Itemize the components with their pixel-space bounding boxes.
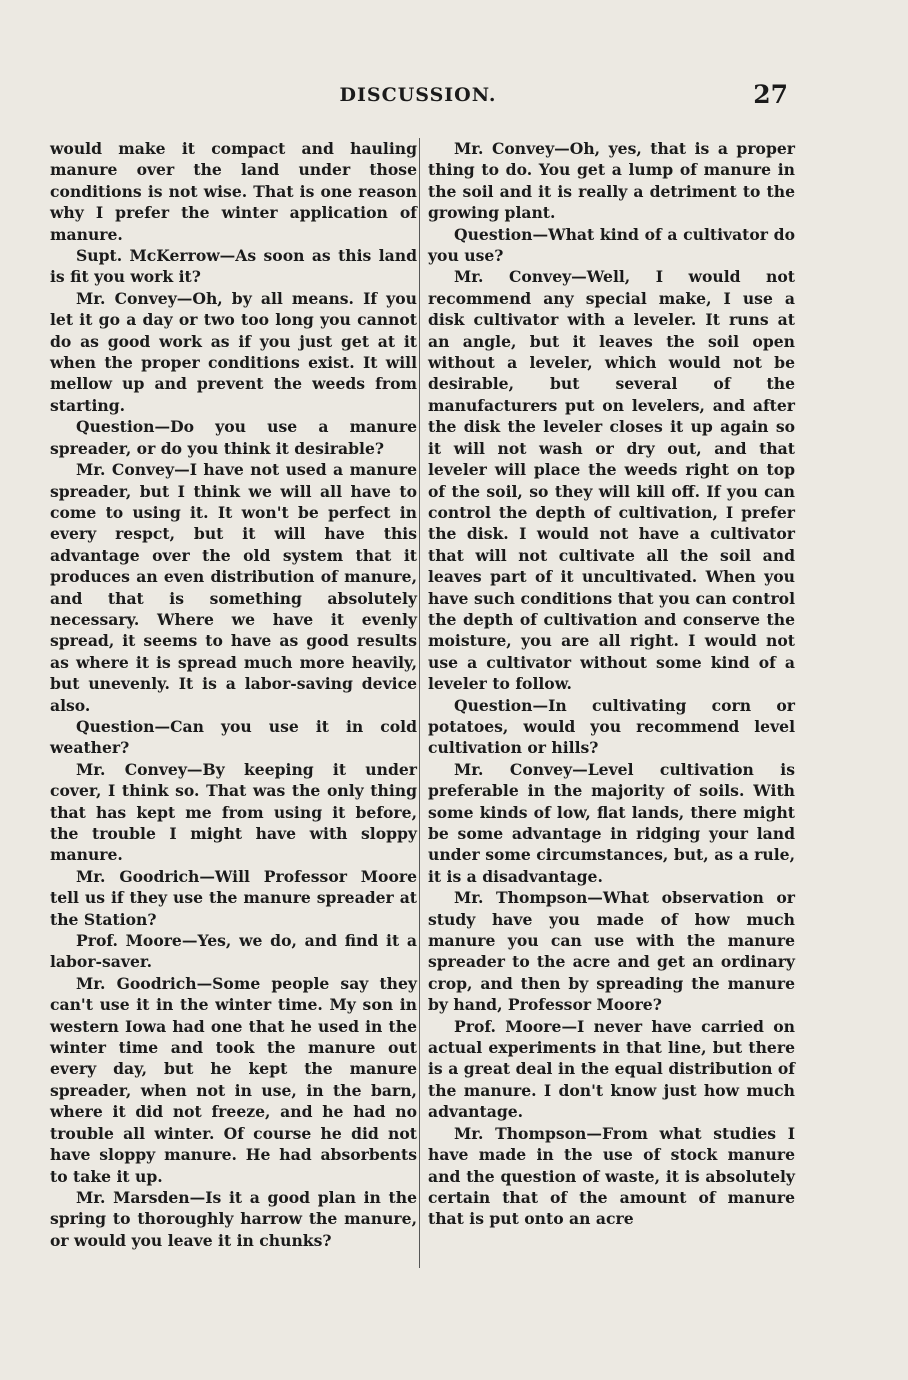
paragraph: Mr. Thompson—From what studies I have made in the use of stock manure and the question of waste, it is absolutely certain that of the amount of manure that is put onto an acre bbox=[428, 1123, 795, 1229]
paragraph: Prof. Moore—Yes, we do, and find it a labor-saver. bbox=[50, 931, 417, 972]
paragraph: Mr. Convey—Level cultivation is preferable in the majority of soils. With some kinds of low, flat lands, there might be some advantage in ridging your land under some circumstances, but, as a rule, it is a disadvantage. bbox=[428, 759, 795, 886]
paragraph: Mr. Goodrich—Will Professor Moore tell us if they use the manure spreader at the Station? bbox=[50, 866, 417, 929]
page-header bbox=[48, 80, 788, 110]
paragraph: Prof. Moore—I never have carried on actual experiments in that line, but there is a great deal in the equal distribution of the manure. I don't know just how much advantage. bbox=[428, 1016, 795, 1122]
paragraph: Mr. Convey—Oh, yes, that is a proper thing to do. You get a lump of manure in the soil and it is really a detriment to the growing plant. bbox=[428, 139, 795, 223]
column-divider bbox=[419, 138, 420, 1268]
paragraph: Question—In cultivating corn or potatoes, would you recommend level cultivation or hills? bbox=[428, 695, 795, 758]
paragraph: Mr. Marsden—Is it a good plan in the spring to thoroughly harrow the manure, or would you leave it in chunks? bbox=[50, 1187, 417, 1250]
paragraph: Mr. Convey—I have not used a manure spreader, but I think we will all have to come to using it. It won't be perfect in every respct, but it will have this advantage over the old system that it produces an even distribution of manure, and that is something absolutely necessary. Where we have it evenly spread, it seems to have as good results as where it is spread much more heavily, but unevenly. It is a labor-saving device also. bbox=[50, 460, 417, 715]
paragraph: Mr. Thompson—What observation or study have you made of how much manure you can use with the manure spreader to the acre and get an ordinary crop, and then by spreading the manure by hand, Professor Moore? bbox=[428, 888, 795, 1015]
paragraph: would make it compact and hauling manure over the land under those conditions is not wise. That is one reason why I prefer the winter application of manure. bbox=[50, 139, 417, 244]
paragraph: Question—Do you use a manure spreader, or do you think it desirable? bbox=[50, 417, 417, 458]
right-column bbox=[428, 138, 795, 1230]
running-title: DISCUSSION. bbox=[339, 84, 497, 106]
paragraph: Mr. Convey—By keeping it under cover, I think so. That was the only thing that has kept me from using it before, the trouble I might have with sloppy manure. bbox=[50, 759, 417, 865]
paragraph: Mr. Goodrich—Some people say they can't use it in the winter time. My son in western Iowa had one that he used in the winter time and took the manure out every day, but he kept the manure spreader, when not in use, in the barn, where it did not freeze, and he had no trouble all winter. Of course he did not have sloppy manure. He had absorbents to take it up. bbox=[50, 973, 417, 1186]
paragraph: Mr. Convey—Well, I would not recommend any special make, I use a disk cultivator with a leveler. It runs at an angle, but it leaves the soil open without a leveler, which would not be desirable, but several of the manufacturers put on levelers, and after the disk the leveler closes it up again so it will not wash or dry out, and that leveler will place the weeds right on top of the soil, so they will kill off. If you can control the depth of cultivation, I prefer the disk. I would not have a cultivator that will not cultivate all the soil and leaves part of it uncultivated. When you have such conditions that you can control the depth of cultivation and conserve the moisture, you are all right. I would not use a cultivator without some kind of a leveler to follow. bbox=[428, 267, 795, 694]
left-column bbox=[50, 138, 417, 1251]
page-number: 27 bbox=[753, 80, 788, 109]
paragraph: Supt. McKerrow—As soon as this land is fit you work it? bbox=[50, 246, 417, 287]
paragraph: Question—What kind of a cultivator do you use? bbox=[428, 224, 795, 266]
paragraph: Question—Can you use it in cold weather? bbox=[50, 716, 417, 758]
paragraph: Mr. Convey—Oh, by all means. If you let it go a day or two too long you cannot do as good work as if you just get at it when the proper conditions exist. It will mellow up and prevent the weeds from starting. bbox=[50, 288, 417, 415]
